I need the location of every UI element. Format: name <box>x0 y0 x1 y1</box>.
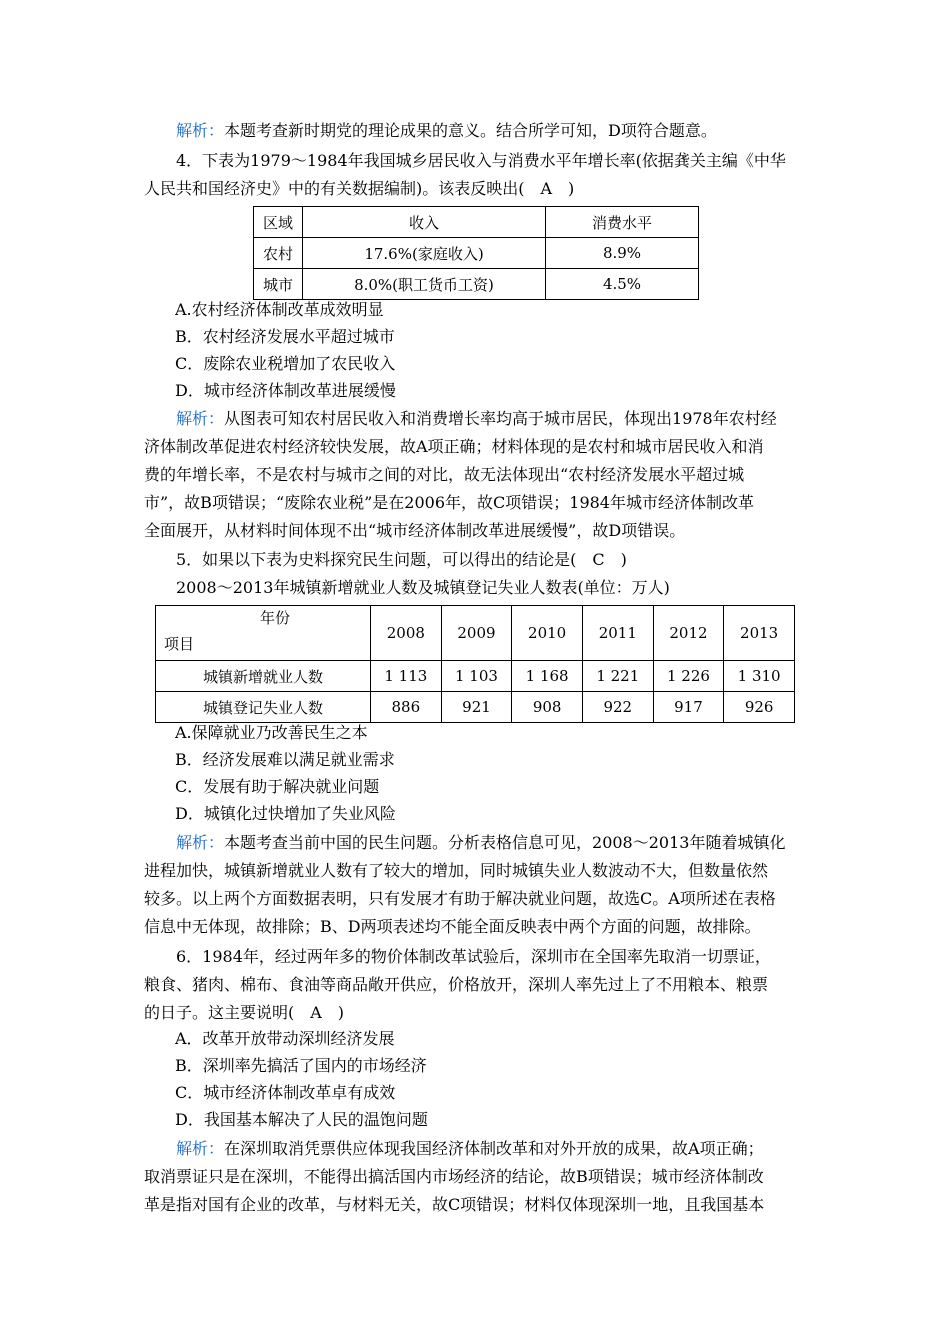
table-cell: 1 226 <box>653 661 724 692</box>
table-row <box>254 269 699 300</box>
q6-analysis-line: 取消票证只是在深圳，不能得出搞活国内市场经济的结论，故B项错误；城市经济体制改 <box>144 1167 764 1186</box>
q5-table <box>155 605 795 723</box>
q5-option-d: D．城镇化过快增加了失业风险 <box>175 804 396 823</box>
q4-option-a: A.农村经济体制改革成效明显 <box>175 300 384 319</box>
table-row <box>156 692 795 723</box>
q6-analysis-line: 革是指对国有企业的改革，与材料无关，故C项错误；材料仅体现深圳一地，且我国基本 <box>144 1195 765 1214</box>
q3-analysis-line: 解析：本题考查新时期党的理论成果的意义。结合所学可知，D项符合题意。 <box>176 121 717 140</box>
analysis-label: 解析： <box>176 409 225 428</box>
table-cell: 17.6%(家庭收入) <box>303 238 546 269</box>
table-cell: 886 <box>371 692 442 723</box>
q5-option-c: C．发展有助于解决就业问题 <box>175 777 380 796</box>
q6-option-c: C．城市经济体制改革卓有成效 <box>175 1083 396 1102</box>
corner-label-item: 项目 <box>164 635 195 653</box>
q5-analysis-line: 较多。以上两个方面数据表明，只有发展才有助于解决就业问题，故选C。A项所述在表格 <box>144 889 776 908</box>
table-row-label: 城镇新增就业人数 <box>156 661 371 692</box>
table-header-cell: 2012 <box>653 606 724 661</box>
table-cell: 1 221 <box>582 661 653 692</box>
table-cell: 1 168 <box>512 661 583 692</box>
table-header-cell: 2013 <box>724 606 795 661</box>
table-header-cell: 区域 <box>254 207 303 238</box>
table-row <box>254 238 699 269</box>
table-row-label: 城镇登记失业人数 <box>156 692 371 723</box>
corner-label-year: 年份 <box>259 609 290 627</box>
q4-option-c: C．废除农业税增加了农民收入 <box>175 354 396 373</box>
q6-analysis-line: 解析：在深圳取消凭票供应体现我国经济体制改革和对外开放的成果，故A项正确； <box>176 1139 764 1158</box>
q4-stem-line-1: 4．下表为1979～1984年我国城乡居民收入与消费水平年增长率(依据龚关主编《中华 <box>176 151 786 170</box>
table-cell: 917 <box>653 692 724 723</box>
table-cell: 926 <box>724 692 795 723</box>
table-cell: 城市 <box>254 269 303 300</box>
q4-analysis-line: 解析：从图表可知农村居民收入和消费增长率均高于城市居民，体现出1978年农村经 <box>176 409 777 428</box>
table-row <box>156 606 795 661</box>
table-header-cell: 2009 <box>441 606 512 661</box>
table-header-cell: 2010 <box>512 606 583 661</box>
q6-option-d: D．我国基本解决了人民的温饱问题 <box>175 1110 428 1129</box>
table-cell: 1 310 <box>724 661 795 692</box>
q6-option-b: B．深圳率先搞活了国内的市场经济 <box>175 1056 427 1075</box>
table-cell: 921 <box>441 692 512 723</box>
q5-table-title: 2008～2013年城镇新增就业人数及城镇登记失业人数表(单位：万人) <box>176 578 670 597</box>
table-row <box>254 207 699 238</box>
q4-analysis-line: 市”，故B项错误；“废除农业税”是在2006年，故C项错误；1984年城市经济体制改革 <box>144 493 754 512</box>
q5-option-a: A.保障就业乃改善民生之本 <box>175 723 368 742</box>
q6-stem-line: 6．1984年，经过两年多的物价体制改革试验后，深圳市在全国率先取消一切票证， <box>176 947 771 966</box>
table-cell: 农村 <box>254 238 303 269</box>
q5-analysis-line: 解析：本题考查当前中国的民生问题。分析表格信息可见，2008～2013年随着城镇化 <box>176 833 786 852</box>
analysis-label: 解析： <box>176 833 225 852</box>
table-cell: 4.5% <box>546 269 699 300</box>
table-row <box>156 661 795 692</box>
table-cell: 1 103 <box>441 661 512 692</box>
table-corner-cell <box>156 606 371 661</box>
table-cell: 908 <box>512 692 583 723</box>
q5-analysis-line: 信息中无体现，故排除；B、D两项表述均不能全面反映表中两个方面的问题，故排除。 <box>144 917 761 936</box>
q6-stem-line: 粮食、猪肉、棉布、食油等商品敞开供应，价格放开，深圳人率先过上了不用粮本、粮票 <box>144 975 769 994</box>
q6-stem-line: 的日子。这主要说明( A ) <box>144 1003 345 1022</box>
q4-analysis-line: 全面展开，从材料时间体现不出“城市经济体制改革进展缓慢”，故D项错误。 <box>144 521 686 540</box>
q4-table <box>253 206 699 300</box>
q4-analysis-line: 济体制改革促进农村经济较快发展，故A项正确；材料体现的是农村和城市居民收入和消 <box>144 437 764 456</box>
table-header-cell: 2011 <box>582 606 653 661</box>
q4-option-b: B．农村经济发展水平超过城市 <box>175 327 395 346</box>
q5-option-b: B．经济发展难以满足就业需求 <box>175 750 395 769</box>
q5-analysis-line: 进程加快，城镇新增就业人数有了较大的增加，同时城镇失业人数波动不大，但数量依然 <box>144 861 769 880</box>
table-cell: 8.9% <box>546 238 699 269</box>
table-cell: 8.0%(职工货币工资) <box>303 269 546 300</box>
q6-option-a: A．改革开放带动深圳经济发展 <box>175 1029 395 1048</box>
table-header-cell: 2008 <box>371 606 442 661</box>
table-cell: 922 <box>582 692 653 723</box>
q4-analysis-line: 费的年增长率，不是农村与城市之间的对比，故无法体现出“农村经济发展水平超过城 <box>144 465 745 484</box>
table-cell: 1 113 <box>371 661 442 692</box>
analysis-label: 解析： <box>176 121 225 140</box>
analysis-label: 解析： <box>176 1139 225 1158</box>
q4-stem-line-2: 人民共和国经济史》中的有关数据编制)。该表反映出( A ) <box>144 179 575 198</box>
table-header-cell: 收入 <box>303 207 546 238</box>
q4-option-d: D．城市经济体制改革进展缓慢 <box>175 381 396 400</box>
table-header-cell: 消费水平 <box>546 207 699 238</box>
q5-stem: 5．如果以下表为史料探究民生问题，可以得出的结论是( C ) <box>176 550 627 569</box>
